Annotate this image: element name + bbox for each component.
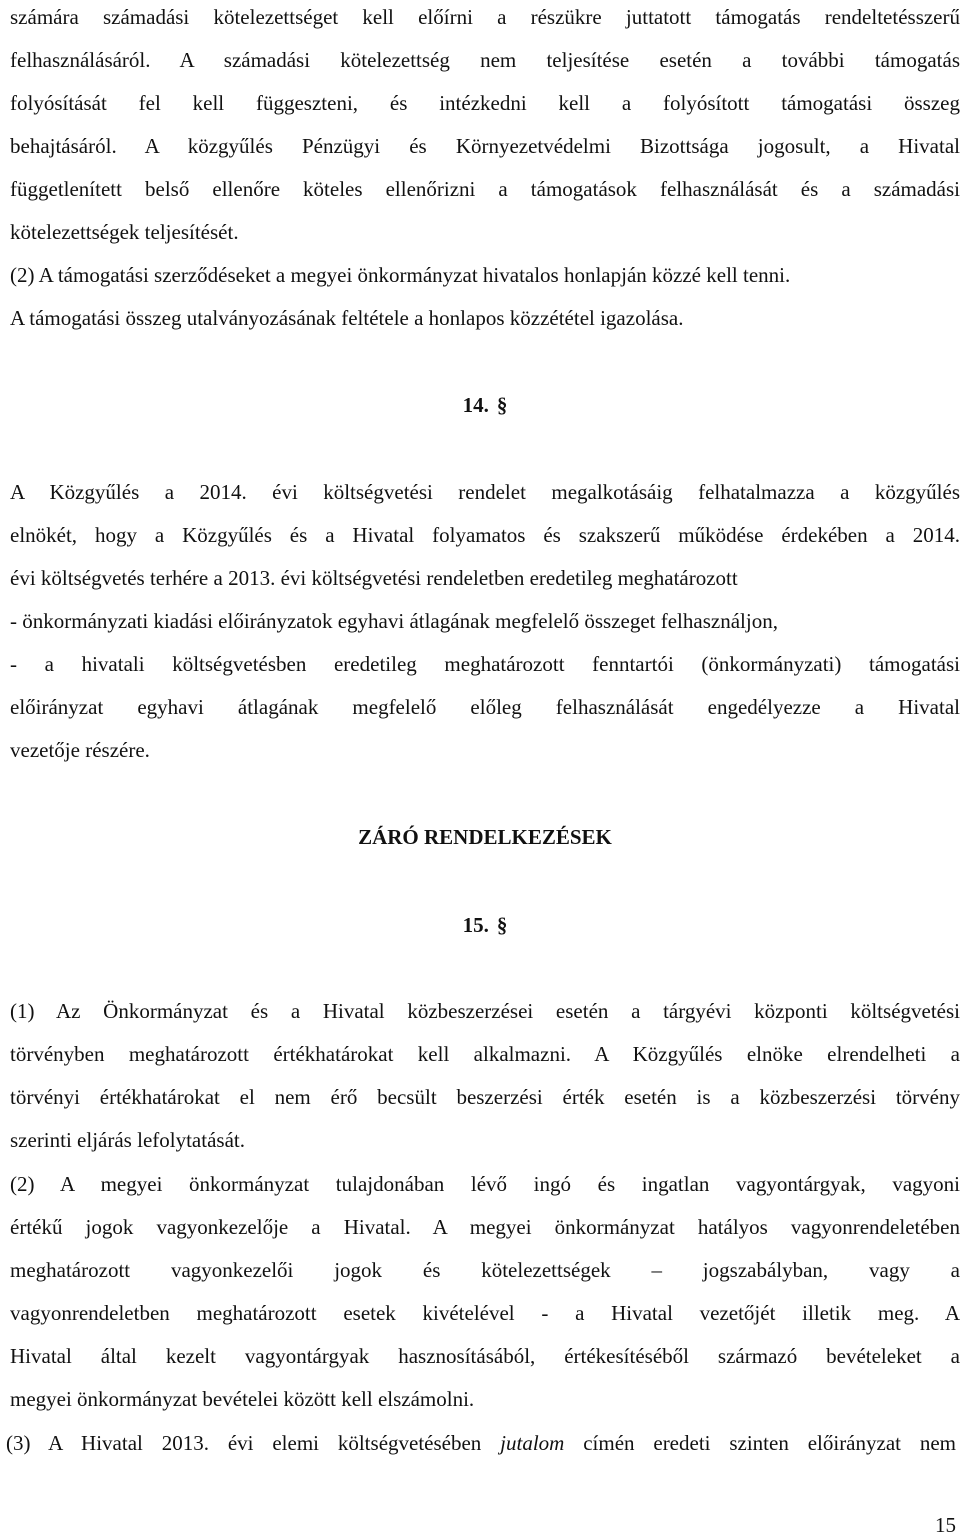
paragraph-line: törvényi értékhatárokat el nem érő becsült beszerzési érték esetén is a közbeszerzési törvény xyxy=(10,1085,960,1109)
paragraph-line: folyósítását fel kell függeszteni, és intézkedni kell a folyósított támogatási összeg xyxy=(10,91,960,115)
paragraph-line: értékű jogok vagyonkezelője a Hivatal. A megyei önkormányzat hatályos vagyonrendeletében xyxy=(10,1215,960,1239)
section-number: 14. xyxy=(462,393,489,417)
paragraph-line: megyei önkormányzat bevételei között kell elszámolni. xyxy=(10,1387,475,1411)
page-number: 15 xyxy=(935,1513,956,1537)
paragraph-line: törvényben meghatározott értékhatárokat kell alkalmazni. A Közgyűlés elnöke elrendelheti a xyxy=(10,1042,960,1066)
closing-provisions-heading: ZÁRÓ RENDELKEZÉSEK xyxy=(358,825,612,849)
paragraph-line: számára számadási kötelezettséget kell előírni a részükre juttatott támogatás rendeltetésszerű xyxy=(10,5,960,29)
paragraph-line: meghatározott vagyonkezelői jogok és kötelezettségek – jogszabályban, vagy a xyxy=(10,1258,960,1282)
section-sign: § xyxy=(496,913,508,937)
paragraph-line: vezetője részére. xyxy=(10,738,150,762)
paragraph-line: előirányzat egyhavi átlagának megfelelő előleg felhasználását engedélyezze a Hivatal xyxy=(10,695,960,719)
paragraph-line: (2) A támogatási szerződéseket a megyei önkormányzat hivatalos honlapján közzé kell tenni. xyxy=(10,263,791,287)
paragraph-line: függetlenített belső ellenőre köteles ellenőrizni a támogatások felhasználását és a számadási xyxy=(10,177,960,201)
paragraph-line: (1) Az Önkormányzat és a Hivatal közbeszerzései esetén a tárgyévi központi költségvetési xyxy=(10,999,960,1023)
paragraph-line: - önkormányzati kiadási előirányzatok egyhavi átlagának megfelelő összeget felhasználjon, xyxy=(10,609,778,633)
paragraph-line: kötelezettségek teljesítését. xyxy=(10,220,239,244)
line-text-before: (3) A Hivatal 2013. évi elemi költségvetésében xyxy=(6,1431,501,1455)
paragraph-line: felhasználásáról. A számadási kötelezettség nem teljesítése esetén a további támogatás xyxy=(10,48,960,72)
paragraph-line: évi költségvetés terhére a 2013. évi költségvetési rendeletben eredetileg meghatározott xyxy=(10,566,738,590)
paragraph-line xyxy=(6,1430,956,1456)
paragraph-line: elnökét, hogy a Közgyűlés és a Hivatal folyamatos és szakszerű működése érdekében a 2014. xyxy=(10,523,960,547)
paragraph-line: Hivatal által kezelt vagyontárgyak hasznosításából, értékesítéséből származó bevételeket a xyxy=(10,1344,960,1368)
paragraph-line: (2) A megyei önkormányzat tulajdonában lévő ingó és ingatlan vagyontárgyak, vagyoni xyxy=(10,1172,960,1196)
document-page xyxy=(6,0,960,1537)
paragraph-line: - a hivatali költségvetésben eredetileg meghatározott fenntartói (önkormányzati) támogatási xyxy=(10,652,960,676)
italic-term: jutalom xyxy=(500,1431,565,1455)
section-15-heading xyxy=(10,912,960,938)
paragraph-line: szerinti eljárás lefolytatását. xyxy=(10,1128,245,1152)
paragraph-line: behajtásáról. A közgyűlés Pénzügyi és Környezetvédelmi Bizottsága jogosult, a Hivatal xyxy=(10,134,960,158)
paragraph-line: A Közgyűlés a 2014. évi költségvetési rendelet megalkotásáig felhatalmazza a közgyűlés xyxy=(10,480,960,504)
paragraph-line: vagyonrendeletben meghatározott esetek kivételével - a Hivatal vezetőjét illetik meg. A xyxy=(10,1301,960,1325)
line-text-after: címén eredeti szinten előirányzat nem xyxy=(564,1431,956,1455)
section-sign: § xyxy=(496,393,508,417)
paragraph-line: A támogatási összeg utalványozásának feltétele a honlapos közzététel igazolása. xyxy=(10,306,684,330)
section-number: 15. xyxy=(462,913,489,937)
section-14-heading xyxy=(10,392,960,418)
